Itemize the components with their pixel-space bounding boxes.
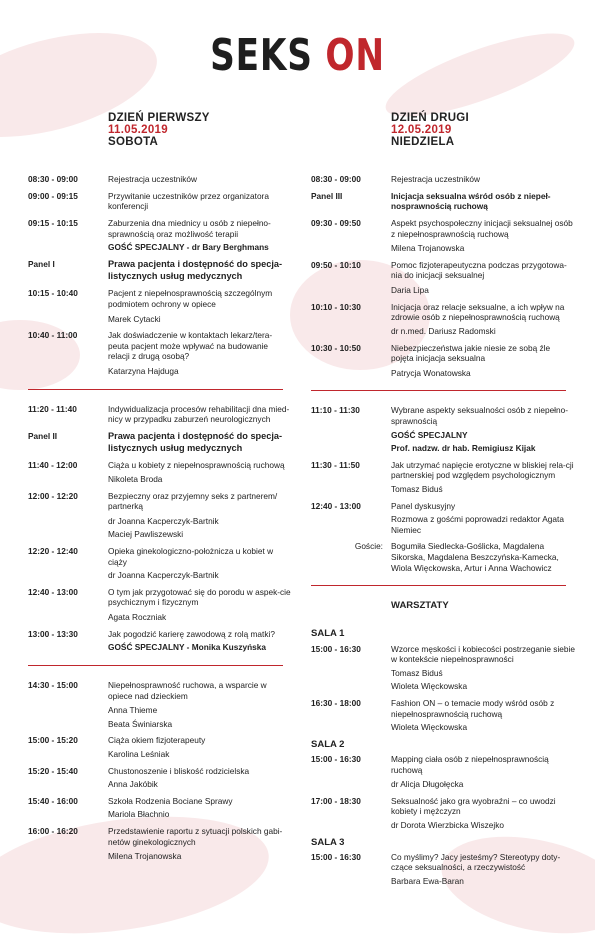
session-time: 11:30 - 11:50 [311, 459, 360, 470]
schedule-row [311, 796, 581, 831]
schedule-row [28, 826, 298, 862]
day1-header [28, 112, 298, 148]
schedule-row [28, 680, 298, 729]
schedule-row [28, 404, 298, 425]
session-text: Beata Świniarska [108, 718, 173, 729]
session-text: Ciąża u kobiety z niepełnosprawnością ruchową [108, 460, 285, 471]
schedule-row [28, 546, 298, 581]
session-text: Wybrane aspekty seksualności osób z niepełno-sprawnością [391, 405, 569, 426]
session-time: Panel I [28, 258, 55, 269]
speaker-name: Anna Thieme [108, 705, 158, 716]
session-details [108, 680, 298, 729]
session-text: Opieka ginekologiczno-położnicza u kobiet w ciąży [108, 546, 274, 567]
session-text: Rejestracja uczestników [108, 174, 197, 185]
session-time: 09:15 - 10:15 [28, 218, 78, 229]
day2-date: 12.05.2019 [391, 124, 452, 137]
session-details [108, 431, 298, 455]
day2-column [311, 112, 581, 893]
session-time: 16:30 - 18:00 [311, 698, 361, 708]
schedule-row [28, 735, 298, 759]
session-details [108, 460, 298, 484]
session-text: dr n.med. Dariusz Radomski [391, 325, 496, 336]
session-text: Przedstawienie raportu z sytuacji polskich gabi-netów ginekologicznych [108, 826, 283, 847]
session-time: 14:30 - 15:00 [28, 679, 78, 690]
session-text: Rozmowa z gośćmi poprowadzi redaktor Agata Niemiec [391, 514, 564, 535]
session-text: Bezpieczny oraz przyjemny seks z partnerem/ partnerką [108, 490, 278, 512]
speaker-name: Milena Trojanowska [108, 851, 182, 862]
session-time: 09:00 - 09:15 [28, 190, 78, 201]
schedule-row [28, 629, 298, 653]
session-text: Karolina Leśniak [108, 748, 170, 759]
session-time: 10:10 - 10:30 [311, 301, 361, 312]
schedule-row [311, 501, 581, 536]
session-text: dr Dorota Wierzbicka Wiszejko [391, 820, 504, 831]
day1-weekday: SOBOTA [108, 136, 159, 149]
session-details [391, 796, 581, 831]
session-text: Wzorce męskości i kobiecości postrzeganie siebie w kontekście niepełnosprawności [391, 643, 575, 665]
session-text: Barbara Ewa-Baran [391, 876, 464, 887]
session-text: Anna Jakóbik [108, 779, 158, 790]
day2-weekday: NIEDZIELA [391, 136, 455, 149]
session-text: Indywidualizacja procesów rehabilitacji dna mied-nicy w przypadku zaburzeń neurologicznych [108, 403, 290, 425]
speaker-name: Daria Lipa [391, 285, 429, 296]
highlight-text: GOŚĆ SPECJALNY [391, 429, 468, 440]
session-text: Tomasz Biduś [391, 667, 443, 678]
schedule-row [311, 644, 581, 692]
schedule-row [28, 330, 298, 376]
session-time: 10:30 - 10:50 [311, 342, 361, 353]
highlight-text: GOŚĆ SPECJALNY - dr Bary Berghmans [108, 242, 269, 253]
session-details [391, 754, 581, 790]
title-on: ON [325, 30, 385, 81]
session-time: 15:20 - 15:40 [28, 765, 78, 776]
session-text: Jak pogodzić karierę zawodową z rolą matki? [108, 628, 275, 639]
day1-label: DZIEŃ PIERWSZY [108, 112, 210, 124]
day1-column [28, 112, 298, 868]
speaker-name: dr Alicja Długołęcka [391, 779, 464, 790]
session-details [108, 796, 298, 820]
session-details [108, 587, 298, 623]
room-heading: SALA 2 [311, 738, 345, 750]
session-details [108, 330, 298, 376]
session-time: 16:00 - 16:20 [28, 826, 78, 837]
session-details [108, 766, 298, 790]
session-details [391, 541, 581, 573]
session-details [391, 302, 581, 337]
schedule-row [28, 431, 298, 455]
session-time: 15:00 - 16:30 [311, 753, 361, 764]
session-time: 08:30 - 09:00 [311, 174, 361, 185]
session-text: Pacjent z niepełnosprawnością szczególnym podmiotem ochrony w opiece [108, 288, 273, 309]
schedule-row [28, 587, 298, 623]
session-text: Przywitanie uczestników przez organizatora konferencji [108, 190, 269, 212]
schedule-row [28, 259, 298, 283]
session-details [108, 491, 298, 540]
session-text: Pomoc fizjoterapeutyczna podczas przygotowa-nia do inicjacji seksualnej [391, 259, 567, 281]
session-details [391, 644, 581, 692]
session-text: Nikoleta Broda [108, 474, 163, 484]
session-details [391, 501, 581, 536]
session-text: Wioleta Więckowska [391, 722, 468, 733]
session-time: 10:15 - 10:40 [28, 288, 78, 299]
schedule-row [28, 191, 298, 212]
schedule-row [311, 260, 581, 296]
session-text: Jak utrzymać napięcie erotyczne w bliskiej rela-cji partnerskiej pod względem psychologicznym [391, 459, 574, 481]
speaker-name: Katarzyna Hajduga [108, 366, 179, 377]
speaker-name: Agata Roczniak [108, 612, 167, 623]
session-details [391, 174, 581, 185]
session-time: 17:00 - 18:30 [311, 795, 361, 806]
divider-line [311, 390, 566, 391]
session-details [108, 826, 298, 862]
room-heading: SALA 3 [311, 836, 345, 848]
session-details [108, 191, 298, 212]
session-text: Niebezpieczeństwa jakie niesie ze sobą źle pojęta inicjacja seksualna [391, 342, 551, 364]
session-time: 11:20 - 11:40 [28, 403, 77, 414]
session-details [391, 460, 581, 495]
session-details [391, 260, 581, 296]
schedule-row [311, 698, 581, 733]
highlight-text: Inicjacja seksualna wśród osób z niepeł-nosprawnością ruchową [391, 190, 551, 212]
session-text: Szkoła Rodzenia Bociane Sprawy [108, 795, 233, 806]
day2-label: DZIEŃ DRUGI [391, 112, 470, 124]
schedule-row [28, 174, 298, 185]
guests-label: Goście: [354, 541, 383, 552]
session-text: Bogumiła Siedlecka-Goślicka, Magdalena Sikorska, Magdalena Beszczyńska-Kamecka, Wiola Więckowska, Artur i Anna Wachowicz [391, 541, 559, 573]
schedule-row [311, 541, 581, 573]
session-details [108, 174, 298, 185]
session-details [108, 404, 298, 425]
session-text: Chustonoszenie i bliskość rodzicielska [108, 765, 250, 776]
session-details [391, 218, 581, 254]
session-time: 11:40 - 12:00 [28, 460, 78, 471]
day2-header [311, 112, 581, 148]
session-time: 15:00 - 16:30 [311, 643, 361, 654]
session-text: Inicjacja oraz relacje seksualne, a ich wpływ na zdrowie osób z niepełnosprawnością ruchową [391, 301, 565, 323]
schedule-row [28, 288, 298, 324]
speaker-name: dr Joanna Kacperczyk-Bartnik [108, 515, 219, 526]
session-text: Wioleta Więckowska [391, 681, 468, 692]
divider-line [28, 665, 283, 666]
divider-line [28, 389, 283, 390]
session-time: 10:40 - 11:00 [28, 330, 78, 341]
schedule-row [28, 796, 298, 820]
session-time: 12:40 - 13:00 [28, 586, 78, 597]
session-text: O tym jak przygotować się do porodu w aspek-cie psychicznym i fizycznym [108, 586, 291, 608]
schedule-row [311, 852, 581, 887]
session-time: 11:10 - 11:30 [311, 405, 360, 416]
session-text: Mariola Błachnio [108, 809, 170, 820]
session-time: 08:30 - 09:00 [28, 174, 78, 185]
speaker-name: Milena Trojanowska [391, 243, 465, 254]
session-details [108, 629, 298, 653]
room-heading: SALA 1 [311, 628, 345, 640]
schedule-row [311, 754, 581, 790]
session-time: 12:20 - 12:40 [28, 546, 78, 557]
session-text: Mapping ciała osób z niepełnosprawnością ruchową [391, 753, 549, 775]
speaker-name: Marek Cytacki [108, 313, 161, 324]
session-details [391, 405, 581, 453]
session-time: 15:00 - 15:20 [28, 735, 78, 746]
session-text: Aspekt psychospołeczny inicjacji seksualnej osób z niepełnosprawnością ruchową [391, 218, 573, 239]
session-text: Fashion ON – o temacie mody wśród osób z niepełnosprawnością ruchową [391, 698, 555, 719]
title-seks: SEKS [210, 30, 313, 81]
schedule-row [311, 343, 581, 379]
schedule-row [28, 491, 298, 540]
schedule-row [311, 460, 581, 495]
highlight-text: Prof. nadzw. dr hab. Remigiusz Kijak [391, 443, 536, 454]
session-time: 15:40 - 16:00 [28, 795, 78, 806]
session-details [108, 218, 298, 253]
session-text: Jak doświadczenie w kontaktach lekarz/tera-peuta pacjent może wpływać na budowanie relacji z drugą osobą? [108, 330, 273, 362]
day1-date: 11.05.2019 [108, 124, 168, 137]
session-details [108, 546, 298, 581]
panel-title: Prawa pacjenta i dostępność do specja-listycznych usług medycznych [108, 430, 283, 453]
schedule-row [311, 302, 581, 337]
session-text: Co myślimy? Jacy jesteśmy? Stereotypy doty-czące seksualności, a rzeczywistość [391, 851, 561, 873]
schedule-row [28, 218, 298, 253]
workshops-heading: WARSZTATY [391, 600, 449, 612]
session-text: Ciąża okiem fizjoterapeuty [108, 735, 206, 746]
day1-schedule [28, 174, 298, 862]
session-details [391, 343, 581, 379]
schedule-row [311, 405, 581, 453]
session-time: 12:40 - 13:00 [311, 500, 361, 511]
session-time: Panel II [28, 430, 58, 441]
session-time: 12:00 - 12:20 [28, 490, 78, 501]
session-text: Rejestracja uczestników [391, 174, 480, 185]
session-time: Panel III [311, 190, 343, 201]
speaker-name: Patrycja Wonatowska [391, 367, 471, 378]
session-text: Zaburzenia dna miednicy u osób z niepełno-sprawnością oraz możliwość terapii [108, 218, 271, 239]
session-text: Maciej Pawliszewski [108, 529, 184, 540]
schedule-row [28, 460, 298, 484]
session-details [108, 259, 298, 283]
page-title [65, 30, 529, 81]
session-text: Panel dyskusyjny [391, 500, 456, 511]
session-text: dr Joanna Kacperczyk-Bartnik [108, 570, 219, 581]
session-text: Niepełnosprawność ruchowa, a wsparcie w opiece nad dzieckiem [108, 679, 267, 701]
schedule-row [311, 218, 581, 254]
divider-line [311, 585, 566, 586]
session-details [391, 191, 581, 212]
session-text: Tomasz Biduś [391, 483, 443, 494]
schedule-row [28, 766, 298, 790]
session-time: 13:00 - 13:30 [28, 628, 78, 639]
highlight-text: GOŚĆ SPECJALNY - Monika Kuszyńska [108, 642, 266, 653]
session-time: 09:30 - 09:50 [311, 218, 361, 229]
schedule-row [311, 191, 581, 212]
session-text: Seksualność jako gra wyobraźni – co uwodzi kobiety i mężczyzn [391, 795, 556, 817]
session-details [108, 735, 298, 759]
session-details [391, 698, 581, 733]
session-time: 09:50 - 10:10 [311, 259, 361, 270]
day2-schedule [311, 174, 581, 886]
panel-title: Prawa pacjenta i dostępność do specja-listycznych usług medycznych [108, 258, 283, 281]
session-time: 15:00 - 16:30 [311, 851, 361, 862]
session-details [391, 852, 581, 887]
schedule-row [311, 174, 581, 185]
session-details [108, 288, 298, 324]
